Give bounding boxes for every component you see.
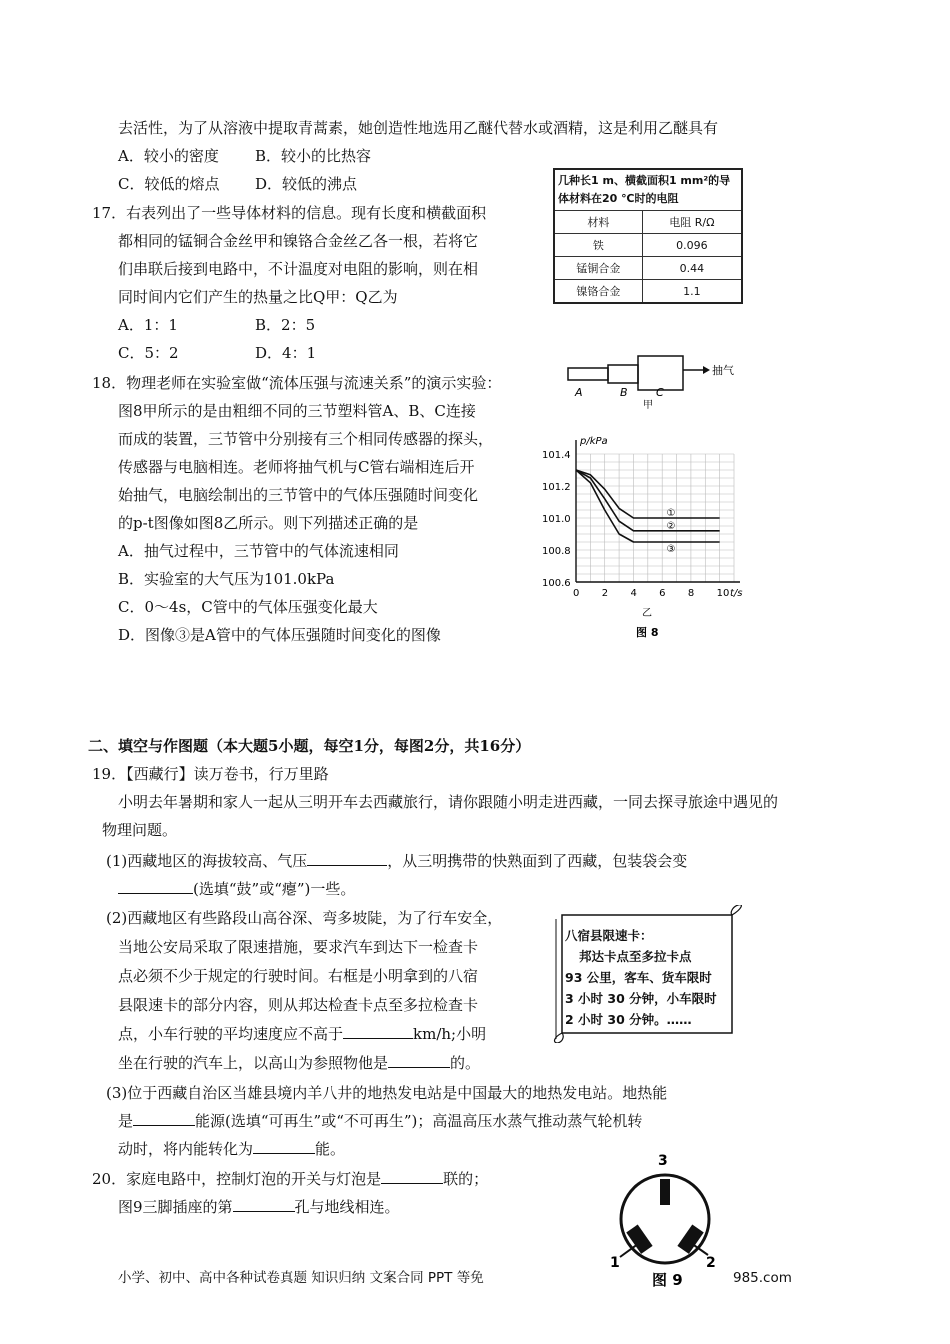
- footer-text-right: 985.com: [733, 1270, 792, 1286]
- q19-part1-line1: [106, 851, 687, 871]
- section-2-title: 二、填空与作图题（本大题5小题，每空1分，每图2分，共16分）: [88, 737, 531, 755]
- answer-blank[interactable]: [233, 1197, 295, 1212]
- pressure-time-chart: [538, 432, 760, 644]
- q20-l2a: 图9三脚插座的第: [118, 1198, 233, 1216]
- x-tick-label: 8: [687, 588, 695, 599]
- q19-p3b2: 能源(选填“可再生”或“不可再生”)；高温高压水蒸气推动蒸气轮机转: [195, 1112, 643, 1130]
- chart-fig-label: 图 8: [636, 626, 659, 639]
- q19-part2-line1: (2)西藏地区有些路段山高谷深、弯多坡陡，为了行车安全，: [106, 909, 503, 927]
- q19-part2-line4: 县限速卡的部分内容，则从邦达检查卡点至多拉检查卡: [118, 996, 479, 1014]
- y-tick-label: 101.2: [542, 482, 571, 493]
- table-cell: 锰铜合金: [554, 257, 642, 280]
- x-tick-label: 6: [659, 588, 666, 599]
- table-cell: 1.1: [642, 280, 742, 304]
- card-line: 93 公里，客车、货车限时: [565, 970, 712, 985]
- tube-label-b: B: [620, 386, 628, 399]
- answer-blank[interactable]: [343, 1024, 413, 1039]
- q16-option-a: A．较小的密度: [118, 147, 219, 165]
- q17-option-a: A．1：1: [118, 316, 178, 334]
- chart-sub-label: 乙: [642, 608, 652, 619]
- table-caption: 几种长1 m、横截面积1 mm²的导体材料在20 ℃时的电阻: [554, 169, 742, 211]
- table-header-material: 材料: [554, 211, 642, 234]
- resistance-table: [553, 168, 743, 304]
- q20-l1b: 联的；: [443, 1170, 489, 1188]
- table-row: [554, 234, 742, 257]
- three-pin-socket-diagram: [600, 1145, 730, 1290]
- card-line: 2 小时 30 分钟。……: [565, 1012, 692, 1027]
- q19-part3-line2: [118, 1111, 642, 1131]
- table-row: [554, 280, 742, 304]
- chart-xlabel: t/s: [730, 588, 743, 599]
- fig-sub-label-jia: 甲: [643, 400, 653, 411]
- q17-option-d: D．4：1: [255, 344, 317, 362]
- answer-blank[interactable]: [253, 1139, 315, 1154]
- q19-p1b: ，从三明携带的快熟面到了西藏，包装袋会变: [387, 852, 688, 870]
- series-label: ②: [666, 520, 676, 532]
- q16-option-d: D．较低的沸点: [255, 175, 358, 193]
- q19-p1a: (1)西藏地区的海拔较高、气压: [106, 852, 308, 870]
- q19-part3-line3: [118, 1139, 345, 1159]
- q19-part3-line1: (3)位于西藏自治区当雄县境内羊八井的地热发电站是中国最大的地热发电站。地热能: [106, 1084, 668, 1102]
- answer-blank[interactable]: [381, 1169, 443, 1184]
- table-row: [554, 257, 742, 280]
- chart-ylabel: p/kPa: [580, 436, 608, 447]
- answer-blank[interactable]: [388, 1053, 450, 1068]
- q20-l1a: 20．家庭电路中，控制灯泡的开关与灯泡是: [92, 1170, 382, 1188]
- card-line: 邦达卡点至多拉卡点: [579, 949, 692, 964]
- q18-line-5: 始抽气，电脑绘制出的三节管中的气体压强随时间变化: [118, 486, 479, 504]
- x-tick-label: 2: [601, 588, 609, 599]
- q19-p2f2: 的。: [450, 1054, 481, 1072]
- q19-part2-line5: [118, 1024, 486, 1044]
- q19-head: 19．【西藏行】读万卷书，行万里路: [92, 765, 329, 783]
- table-header-resistance: 电阻 R/Ω: [642, 211, 742, 234]
- y-tick-label: 101.0: [542, 514, 571, 525]
- q19-p3c2: 能。: [315, 1140, 346, 1158]
- q19-p2e2: km/h;小明: [413, 1025, 487, 1043]
- q19-p1c: (选填“鼓”或“瘪”)一些。: [193, 880, 356, 898]
- answer-blank[interactable]: [133, 1111, 195, 1126]
- q16-continuation: 去活性，为了从溶液中提取青蒿素，她创造性地选用乙醚代替水或酒精，这是利用乙醚具有: [118, 119, 719, 137]
- tube-label-c: C: [656, 386, 664, 399]
- q16-option-b: B．较小的比热容: [255, 147, 372, 165]
- q20-line-2: [118, 1197, 400, 1217]
- q19-p2e: 点，小车行驶的平均速度应不高于: [118, 1025, 344, 1043]
- card-title: 八宿县限速卡：: [565, 928, 653, 943]
- q18-option-a: A．抽气过程中，三节管中的气体流速相同: [118, 542, 399, 560]
- fig-9-label: 图 9: [652, 1271, 683, 1289]
- q18-option-b: B．实验室的大气压为101.0kPa: [118, 570, 335, 588]
- table-cell: 0.096: [642, 234, 742, 257]
- table-cell: 镍铬合金: [554, 280, 642, 304]
- answer-blank[interactable]: [118, 879, 193, 894]
- y-tick-label: 101.4: [542, 450, 571, 461]
- x-tick-label: 10: [716, 588, 730, 599]
- series-label: ③: [666, 544, 676, 555]
- card-line: 3 小时 30 分钟，小车限时: [565, 991, 717, 1006]
- q19-p2f: 坐在行驶的汽车上，以高山为参照物他是: [118, 1054, 389, 1072]
- footer-text-left: 小学、初中、高中各种试卷真题 知识归纳 文案合同 PPT 等免: [118, 1270, 484, 1286]
- answer-blank[interactable]: [307, 851, 387, 866]
- q17-line-4: 同时间内它们产生的热量之比Q甲：Q乙为: [118, 288, 398, 306]
- q17-option-b: B．2：5: [255, 316, 316, 334]
- suction-label: 抽气: [712, 364, 734, 377]
- q17-option-c: C．5：2: [118, 344, 179, 362]
- table-cell: 铁: [554, 234, 642, 257]
- q18-option-c: C．0～4s，C管中的气体压强变化最大: [118, 598, 378, 616]
- q19-p3b1: 是: [118, 1112, 134, 1130]
- socket-label-3: 3: [658, 1153, 668, 1169]
- q17-line-2: 都相同的锰铜合金丝甲和镍铬合金丝乙各一根，若将它: [118, 232, 479, 250]
- q18-line-3: 而成的装置，三节管中分别接有三个相同传感器的探头，: [118, 430, 494, 448]
- q19-intro-1: 小明去年暑期和家人一起从三明开车去西藏旅行，请你跟随小明走进西藏，一同去探寻旅途中遇见的: [118, 793, 779, 811]
- y-tick-label: 100.6: [542, 578, 571, 589]
- q19-part2-line2: 当地公安局采取了限速措施，要求汽车到达下一检查卡: [118, 938, 479, 956]
- q19-part2-line3: 点必须不少于规定的行驶时间。右框是小明拿到的八宿: [118, 967, 479, 985]
- x-tick-label: 4: [630, 588, 637, 599]
- q18-option-d: D．图像③是A管中的气体压强随时间变化的图像: [118, 626, 441, 644]
- q19-p3c1: 动时，将内能转化为: [118, 1140, 254, 1158]
- tube-label-a: A: [575, 386, 583, 399]
- speed-limit-card-text: [565, 925, 740, 1030]
- q18-line-1: 18．物理老师在实验室做“流体压强与流速关系”的演示实验：: [92, 374, 502, 392]
- series-label: ①: [666, 508, 676, 519]
- q20-line-1: [92, 1169, 488, 1189]
- q17-line-1: 17．右表列出了一些导体材料的信息。现有长度和横截面积: [92, 204, 487, 222]
- q19-part1-line2: [118, 879, 355, 899]
- q19-intro-2: 物理问题。: [102, 821, 178, 839]
- q18-line-6: 的p-t图像如图8乙所示。则下列描述正确的是: [118, 514, 419, 532]
- q20-l2b: 孔与地线相连。: [294, 1198, 400, 1216]
- q18-line-2: 图8甲所示的是由粗细不同的三节塑料管A、B、C连接: [118, 402, 476, 420]
- socket-label-2: 2: [706, 1255, 716, 1271]
- q18-line-4: 传感器与电脑相连。老师将抽气机与C管右端相连后开: [118, 458, 475, 476]
- q16-option-c: C．较低的熔点: [118, 175, 220, 193]
- tube-apparatus-diagram: [560, 350, 750, 412]
- socket-label-1: 1: [610, 1255, 620, 1271]
- q17-line-3: 们串联后接到电路中，不计温度对电阻的影响，则在相: [118, 260, 479, 278]
- y-tick-label: 100.8: [542, 546, 571, 557]
- q19-part2-line6: [118, 1053, 480, 1073]
- x-tick-label: 0: [573, 588, 580, 599]
- table-cell: 0.44: [642, 257, 742, 280]
